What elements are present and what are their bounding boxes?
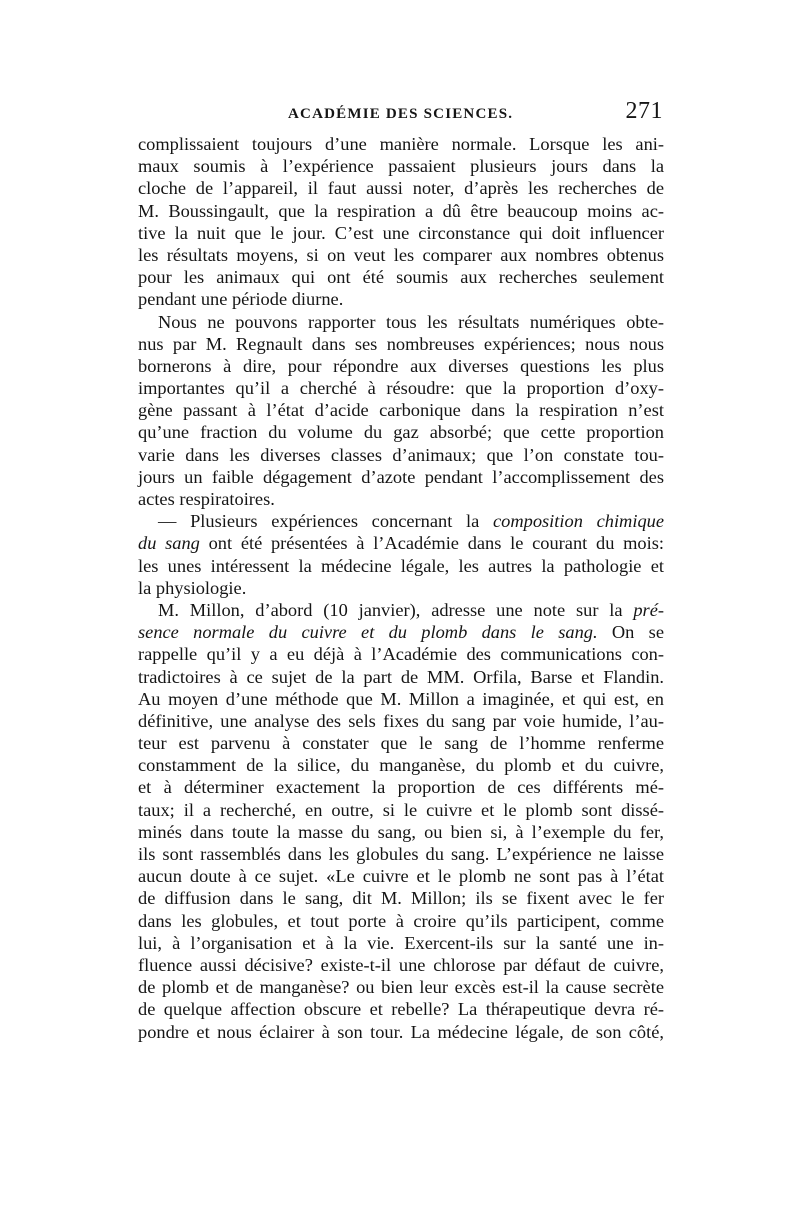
text-line: varie dans les diverses classes d’animaux; que l’on constate tou- (138, 444, 664, 465)
text-line (138, 510, 664, 532)
text-line: pondre et nous éclairer à son tour. La médecine légale, de son côté, (138, 1021, 664, 1042)
text-line: définitive, une analyse des sels fixes du sang par voie humide, l’au- (138, 710, 664, 731)
text-line: minés dans toute la masse du sang, ou bien si, à l’exemple du fer, (138, 821, 664, 842)
text-line: constamment de la silice, du manganèse, du plomb et du cuivre, (138, 755, 664, 776)
text-segment: ont été présentées à l’Académie dans le courant du mois: (199, 533, 664, 554)
italic-title: pré- (633, 599, 664, 620)
text-segment: M. Millon, d’abord (10 janvier), adresse une note sur la (158, 599, 634, 620)
text-line: teur est parvenu à constater que le sang de l’homme renferme (138, 733, 664, 754)
text-line: importantes qu’il a cherché à résoudre: que la proportion d’oxy- (138, 378, 664, 399)
text-segment: On se (597, 622, 664, 643)
text-line: maux soumis à l’expérience passaient plusieurs jours dans la (138, 156, 664, 177)
text-line: Nous ne pouvons rapporter tous les résultats numériques obte- (158, 311, 664, 332)
italic-title: du sang (138, 533, 200, 554)
text-line: taux; il a recherché, en outre, si le cuivre et le plomb sont dissé- (138, 799, 664, 820)
text-line (138, 599, 664, 621)
text-line: M. Boussingault, que la respiration a dû être beaucoup moins ac- (138, 200, 664, 221)
text-line: fluence aussi décisive? existe-t-il une chlorose par défaut de cuivre, (138, 954, 664, 975)
text-line: bornerons à dire, pour répondre aux diverses questions les plus (138, 355, 664, 376)
text-line: tradictoires à ce sujet de la part de MM. Orfila, Barse et Flandin. (138, 666, 664, 687)
text-line (138, 621, 664, 643)
text-line: Au moyen d’une méthode que M. Millon a imaginée, et qui est, en (138, 688, 664, 709)
text-line: ils sont rassemblés dans les globules du sang. L’expérience ne laisse (138, 844, 664, 864)
page-number: 271 (625, 98, 663, 124)
text-line: nus par M. Regnault dans ses nombreuses expériences; nous nous (138, 333, 664, 354)
text-line: tive la nuit que le jour. C’est une circonstance qui doit influencer (138, 222, 664, 243)
text-line: pendant une période diurne. (138, 289, 344, 310)
italic-title: sence normale du cuivre et du plomb dans le sang. (138, 622, 598, 643)
text-line: rappelle qu’il y a eu déjà à l’Académie des communications con- (138, 644, 664, 665)
text-line: lui, à l’organisation et à la vie. Exercent-ils sur la santé une in- (138, 932, 664, 953)
text-line: de diffusion dans le sang, dit M. Millon; ils se fixent avec le fer (138, 888, 664, 909)
text-line: qu’une fraction du volume du gaz absorbé; que cette proportion (138, 422, 664, 443)
text-segment: — Plusieurs expériences concernant la (158, 511, 493, 532)
text-line: jours un faible dégagement d’azote pendant l’accomplissement des (138, 466, 664, 487)
text-line (138, 532, 664, 554)
text-line: aucun doute à ce sujet. «Le cuivre et le plomb ne sont pas à l’état (138, 866, 664, 887)
text-line: les résultats moyens, si on veut les comparer aux nombres obtenus (138, 244, 664, 265)
text-line: les unes intéressent la médecine légale, les autres la pathologie et (138, 555, 664, 576)
text-line: la physiologie. (138, 577, 247, 598)
page-header (138, 98, 663, 128)
body-text (138, 133, 664, 1043)
text-line: actes respiratoires. (138, 489, 275, 509)
text-line: de quelque affection obscure et rebelle? La thérapeutique devra ré- (138, 999, 664, 1020)
text-line: pour les animaux qui ont été soumis aux recherches seulement (138, 267, 664, 288)
italic-title: composition chimique (493, 511, 665, 532)
text-line: de plomb et de manganèse? ou bien leur excès est-il la cause secrète (138, 977, 664, 998)
text-line: cloche de l’appareil, il faut aussi noter, d’après les recherches de (138, 178, 664, 199)
text-line: dans les globules, et tout porte à croire qu’ils participent, comme (138, 910, 664, 931)
text-line: complissaient toujours d’une manière normale. Lorsque les ani- (138, 134, 664, 154)
text-line: et à déterminer exactement la proportion de ces différents mé- (138, 777, 664, 798)
text-line: gène passant à l’état d’acide carbonique dans la respiration n’est (138, 400, 664, 421)
running-head: ACADÉMIE DES SCIENCES. (288, 106, 514, 122)
